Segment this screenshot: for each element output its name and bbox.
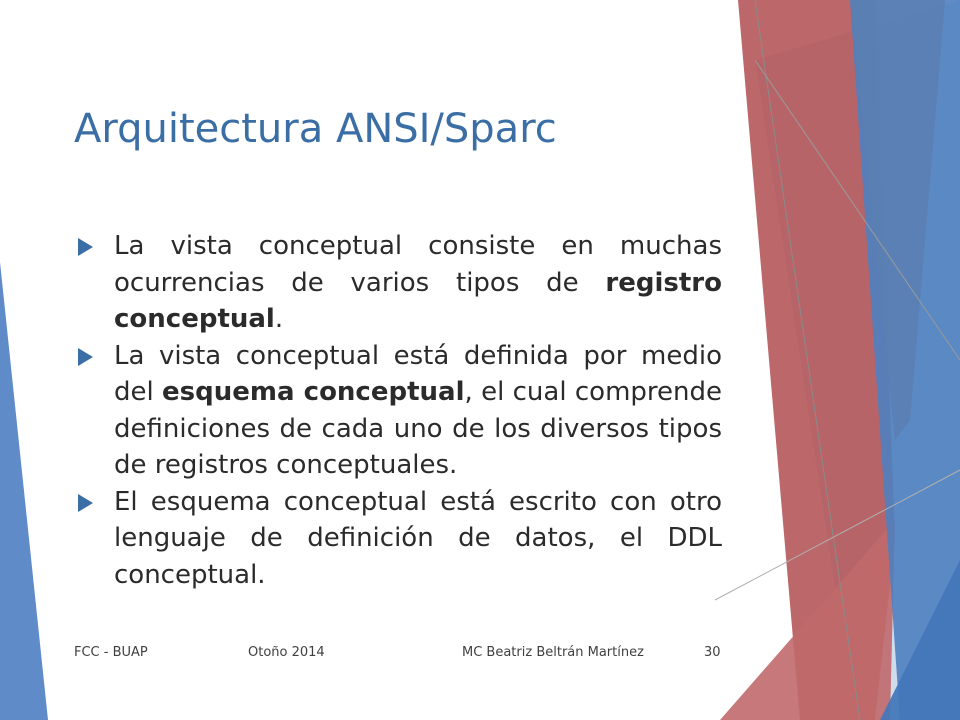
bullet-item [74, 228, 722, 338]
bullet-list [74, 228, 722, 593]
left-blue-shape [0, 262, 48, 720]
arrow-bullet-icon [78, 348, 93, 366]
bold-term: esquema conceptual [162, 377, 465, 407]
footer-institution: FCC - BUAP [74, 645, 148, 660]
slide-title: Arquitectura ANSI/Sparc [74, 106, 557, 152]
bullet-text: , el cual comprende definiciones de cada uno de los diversos tipos de registros conceptuales. [114, 377, 722, 480]
bold-term: registro conceptual [114, 267, 722, 334]
arrow-bullet-icon [78, 238, 93, 256]
bullet-item [74, 338, 722, 484]
arrow-bullet-icon [78, 494, 93, 512]
footer-author: MC Beatriz Beltrán Martínez [462, 645, 644, 660]
bullet-text: La vista conceptual consiste en muchas ocurrencias de varios tipos de [114, 231, 722, 298]
bullet-text: El esquema conceptual está escrito con otro lenguaje de definición de datos, el DDL conceptual. [114, 486, 722, 590]
bullet-text: La vista conceptual está definida por medio del [114, 340, 722, 407]
page-number: 30 [704, 645, 721, 660]
bullet-text: . [274, 304, 284, 334]
bullet-item [74, 484, 722, 594]
footer-term: Otoño 2014 [248, 645, 325, 660]
